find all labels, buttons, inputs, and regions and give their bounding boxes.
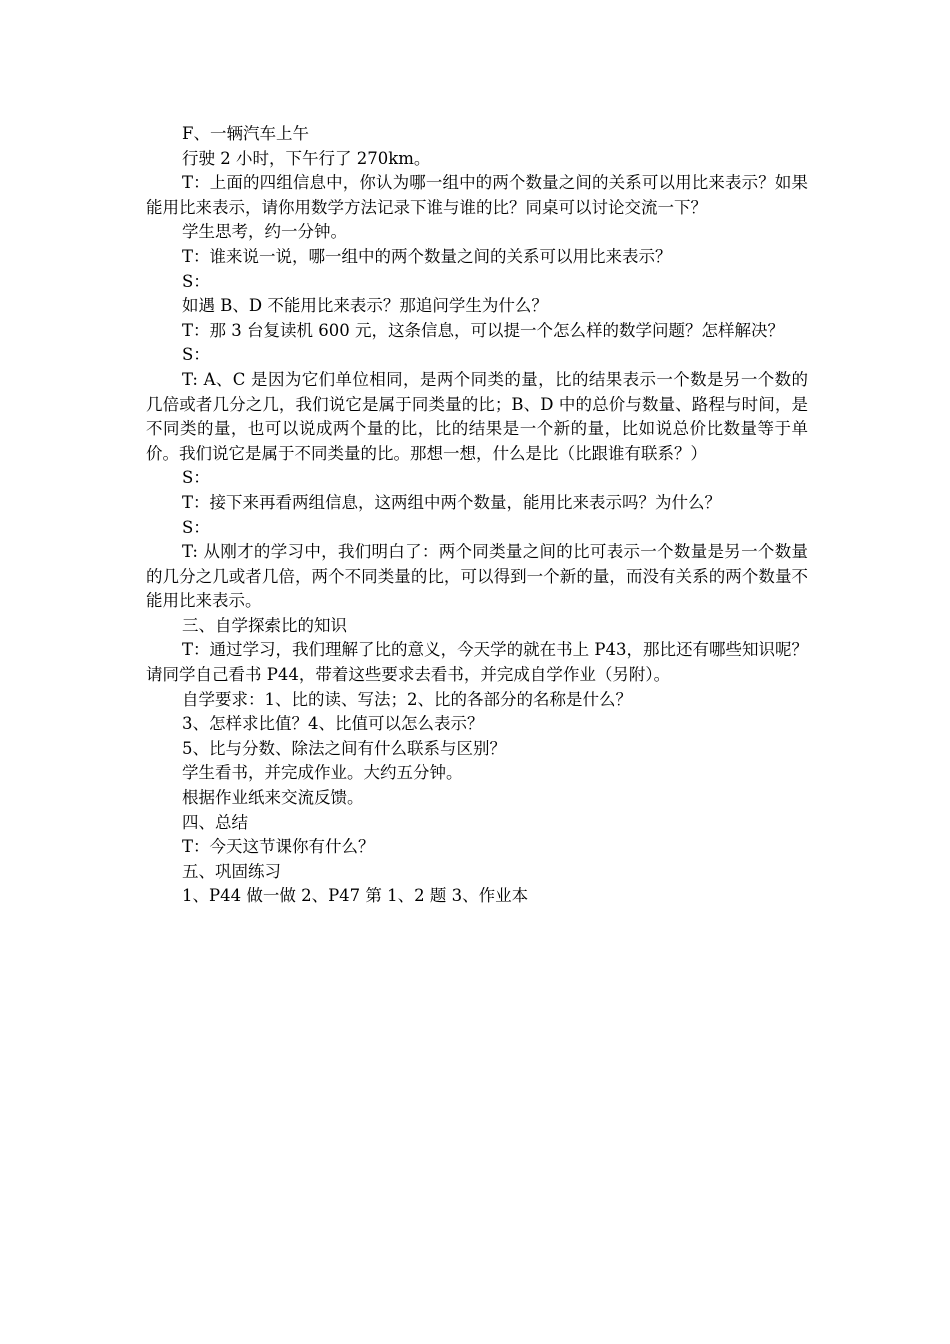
section-heading-summary: 四、总结: [182, 812, 248, 832]
paragraph-teacher-question-1: T：上面的四组信息中，你认为哪一组中的两个数量之间的关系可以用比来表示？如果能用比来表示，请你用数学方法记录下谁与谁的比？同桌可以讨论交流一下？: [146, 173, 808, 217]
paragraph-student-answer-3: S：: [182, 468, 210, 488]
paragraph-task-f: F、一辆汽车上午: [182, 124, 309, 143]
document-body: [146, 122, 808, 909]
paragraph-student-answer-1: S：: [182, 271, 210, 291]
paragraph-self-study-intro: T：通过学习，我们理解了比的意义，今天学的就在书上 P43，那比还有哪些知识呢？请同学自己看书 P44，带着这些要求去看书，并完成自学作业（另附）。: [146, 640, 808, 685]
section-heading-practice: 五、巩固练习: [182, 861, 281, 881]
paragraph-self-study-req-3: 5、比与分数、除法之间有什么联系与区别？: [182, 738, 506, 758]
paragraph-teacher-question-3: T：那 3 台复读机 600 元，这条信息，可以提一个怎么样的数学问题？怎样解决？: [182, 320, 784, 340]
paragraph-teacher-explanation: T: A、C 是因为它们单位相同，是两个同类的量，比的结果表示一个数是另一个数的几倍或者几分之几，我们说它是属于同类量的比；B、D 中的总价与数量、路程与时间，是不同类的量，也可以说成两个量的比，比的结果是一个新的量，比如说总价比数量等于单价。我们说它是属于不同类量的比。那想一想，什么是比（比跟谁有联系？）: [146, 369, 808, 463]
section-heading-self-study: 三、自学探索比的知识: [182, 615, 347, 635]
paragraph-student-answer-2: S：: [182, 345, 210, 365]
paragraph-teacher-summary: T: 从刚才的学习中，我们明白了：两个同类量之间的比可表示一个数量是另一个数量的几分之几或者几倍，两个不同类量的比，可以得到一个新的量，而没有关系的两个数量不能用比来表示。: [146, 542, 808, 611]
paragraph-students-read: 学生看书，并完成作业。大约五分钟。: [182, 763, 463, 783]
paragraph-students-think: 学生思考，约一分钟。: [182, 222, 347, 242]
paragraph-self-study-req-1: 自学要求：1、比的读、写法；2、比的各部分的名称是什么？: [182, 689, 632, 709]
paragraph-teacher-question-4: T：接下来再看两组信息，这两组中两个数量，能用比来表示吗？为什么？: [182, 492, 722, 512]
paragraph-feedback: 根据作业纸来交流反馈。: [182, 788, 364, 808]
paragraph-task-f-continued: 行驶 2 小时，下午行了 270km。: [182, 148, 431, 168]
paragraph-practice-items: 1、P44 做一做 2、P47 第 1、2 题 3、作业本: [182, 886, 529, 906]
paragraph-summary-question: T：今天这节课你有什么？: [182, 837, 375, 857]
paragraph-student-answer-4: S：: [182, 517, 210, 537]
paragraph-follow-up-note: 如遇 B、D 不能用比来表示？那追问学生为什么？: [182, 296, 548, 316]
paragraph-self-study-req-2: 3、怎样求比值？4、比值可以怎么表示？: [182, 714, 484, 734]
paragraph-teacher-question-2: T：谁来说一说，哪一组中的两个数量之间的关系可以用比来表示？: [182, 246, 672, 266]
